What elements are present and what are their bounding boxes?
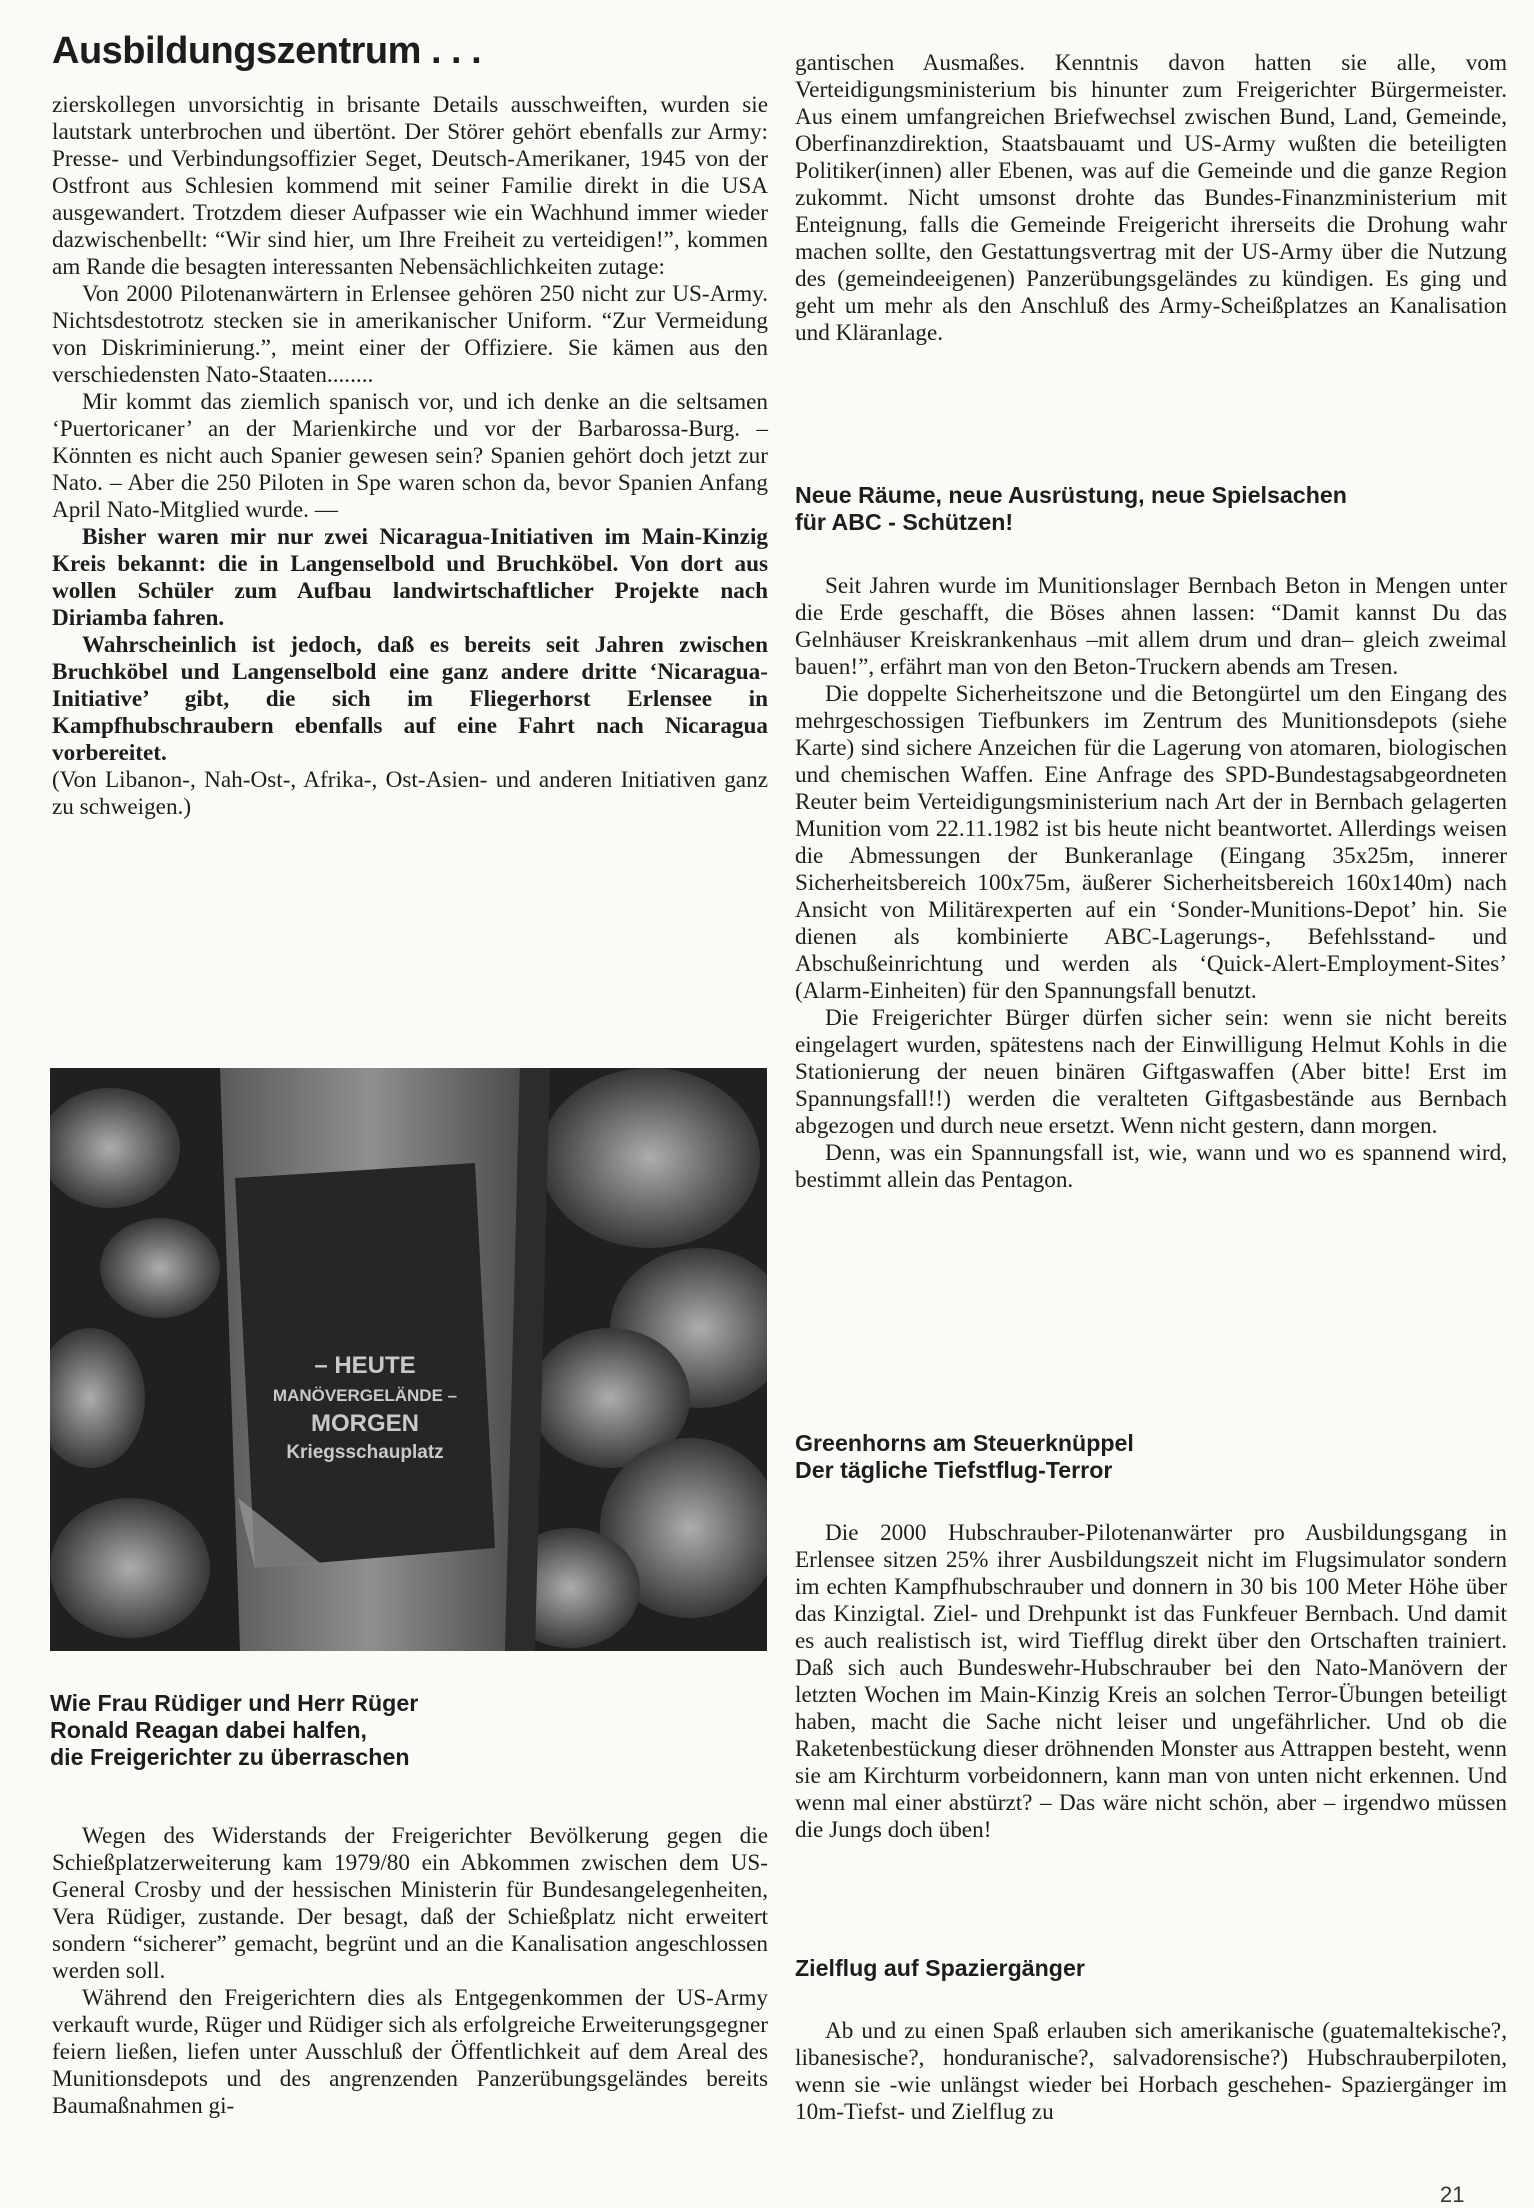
paragraph: Die 2000 Hubschrauber-Pilotenanwärter pro Ausbildungsgang in Erlensee sitzen 25% ihrer Ausbildungszeit nicht im Flugsimulator sondern im echten Kampfhubschrauber und donnern in 30 bis 100 Meter Höhe über das Kinzigtal. Ziel- und Drehpunkt ist das Funkfeuer Bernbach. Und damit es auch realistisch ist, wird Tiefflug direkt über den Ortschaften trainiert. Daß sich auch Bundeswehr-Hubschrauber bei den Nato-Manövern der letzten Wochen im Main-Kinzig Kreis an solchen Terror-Übungen beteiligt haben, macht die Sache nicht leiser und ungefährlicher. Und ob die Raketenbestückung dieser dröhnenden Monster aus Attrappen besteht, wenn sie am Kirchturm vorbeidonnern, kann man von unten nicht erkennen. Und wenn mal einer abstürzt? – Das wäre nicht schön, aber – irgendwo müssen die Jungs doch üben! — [795, 1520, 1507, 1843]
paragraph: (Von Libanon-, Nah-Ost-, Afrika-, Ost-Asien- und anderen Initiativen ganz zu schweigen.) — [52, 767, 768, 820]
paragraph: Von 2000 Pilotenanwärtern in Erlensee gehören 250 nicht zur US-Army. Nichtsdestotrotz stecken sie in amerikanischer Uniform. “Zur Vermeidung von Diskriminierung.”, meint einer der Offiziere. Sie kämen aus den verschiedensten Nato-Staaten........ — [52, 281, 768, 388]
left-bottom-text — [52, 1823, 768, 2120]
article-photo — [50, 1068, 767, 1651]
paragraph: gantischen Ausmaßes. Kenntnis davon hatten sie alle, vom Verteidigungsministerium bis hinunter zum Freigerichter Bürgermeister. Aus einem umfangreichen Briefwechsel zwischen Bund, Land, Gemeinde, Oberfinanzdirektion, Staatsbauamt und US-Army wußten die beteiligten Politiker(innen) aller Ebenen, was auf die Gemeinde und die ganze Region zukommt. Nicht umsonst drohte das Bundes-Finanzministerium mit Enteignung, falls die Gemeinde Freigericht ihrerseits die Drohung wahr machen sollte, den Gestattungsvertrag mit der US-Army über die Nutzung des (gemeindeeigenen) Panzerübungsgeländes zu kündigen. Es ging und geht um mehr als den Anschluß des Army-Scheißplatzes an Kanalisation und Kläranlage. — [795, 50, 1507, 346]
left-top-text — [52, 92, 768, 821]
section4-heading-line-1: Zielflug auf Spaziergänger — [795, 1955, 1085, 1981]
section3-heading-line-1: Greenhorns am Steuerknüppel — [795, 1430, 1134, 1456]
section4-heading — [795, 1955, 1507, 1982]
paragraph: Bisher waren mir nur zwei Nicaragua-Initiativen im Main-Kinzig Kreis bekannt: die in Langenselbold und Bruchköbel. Von dort aus wollen Schüler zum Aufbau landwirtschaftlicher Projekte nach Diriamba fahren. — [52, 524, 768, 631]
paragraph: Ab und zu einen Spaß erlauben sich amerikanische (guatemaltekische?, libanesische?, honduranische?, salvadorensische?) Hubschrauberpiloten, wenn sie -wie unlängst wieder bei Horbach geschehen- Spaziergänger im 10m-Tiefst- und Zielflug zu — [795, 2018, 1507, 2125]
paragraph: Seit Jahren wurde im Munitionslager Bernbach Beton in Mengen unter die Erde geschafft, die Böses ahnen lassen: “Damit kannst Du das Gelnhäuser Kreiskrankenhaus –mit allem drum und dran– gleich zweimal bauen!”, erfährt man von den Beton-Truckern abends am Tresen. — [795, 573, 1507, 680]
right-top-text — [795, 50, 1507, 347]
photo-icon — [50, 1068, 767, 1651]
section2-heading-line-1: Neue Räume, neue Ausrüstung, neue Spielsachen — [795, 482, 1347, 508]
poster-line-3: MORGEN — [311, 1410, 419, 1437]
paragraph: Mir kommt das ziemlich spanisch vor, und ich denke an die seltsamen ‘Puertoricaner’ an der Marienkirche und vor der Barbarossa-Burg. – Könnten es nicht auch Spanier gewesen sein? Spanien gehört doch jetzt zur Nato. – Aber die 250 Piloten in Spe waren schon da, bevor Spanien Anfang April Nato-Mitglied wurde. –– — [52, 389, 768, 523]
section2-text — [795, 573, 1507, 1194]
article-title: Ausbildungszentrum . . . — [52, 30, 482, 72]
paragraph: Während den Freigerichtern dies als Entgegenkommen der US-Army verkauft wurde, Rüger und Rüdiger sich als erfolgreiche Erweiterungsgegner feiern ließen, liefen unter Ausschluß der Öffentlichkeit auf dem Areal des Munitionsdepots und des angrenzenden Panzerübungsgeländes bereits Baumaßnahmen gi- — [52, 1985, 768, 2119]
page-number: 21 — [1440, 2182, 1465, 2207]
section2-heading-line-2: für ABC - Schützen! — [795, 509, 1014, 535]
section3-text — [795, 1520, 1507, 1844]
paragraph: Wegen des Widerstands der Freigerichter Bevölkerung gegen die Schießplatzerweiterung kam 1979/80 ein Abkommen zwischen dem US-General Crosby und der hessischen Ministerin für Bundesangelegenheiten, Vera Rüdiger, zustande. Der besagt, daß der Schießplatz nicht erweitert sondern “sicherer” gemacht, begrünt und an die Kanalisation angeschlossen werden soll. — [52, 1823, 768, 1984]
caption-line-1: Wie Frau Rüdiger und Herr Rüger — [50, 1690, 419, 1716]
paragraph: Denn, was ein Spannungsfall ist, wie, wann und wo es spannend wird, bestimmt allein das Pentagon. — [795, 1140, 1507, 1193]
paragraph: Die doppelte Sicherheitszone und die Betongürtel um den Eingang des mehrgeschossigen Tiefbunkers im Zentrum des Munitionsdepots (siehe Karte) sind sichere Anzeichen für die Lagerung von atomaren, biologischen und chemischen Waffen. Eine Anfrage des SPD-Bundestagsabgeordneten Reuter beim Verteidigungsministerium nach Art der in Bernbach gelagerten Munition vom 22.11.1982 ist bis heute nicht beantwortet. Allerdings weisen die Abmessungen der Bunkeranlage (Eingang 35x25m, innerer Sicherheitsbereich 100x75m, äußerer Sicherheitsbereich 160x140m) nach Ansicht von Militärexperten auf ein ‘Sonder-Munitions-Depot’ hin. Sie dienen als kombinierte ABC-Lagerungs-, Befehlsstand- und Abschußeinrichtung und werden als ‘Quick-Alert-Employment-Sites’ (Alarm-Einheiten) für den Spannungsfall benutzt. — [795, 681, 1507, 1004]
section4-text — [795, 2018, 1507, 2126]
paragraph: Die Freigerichter Bürger dürfen sicher sein: wenn sie nicht bereits eingelagert wurden, spätestens nach der Einwilligung Helmut Kohls in die Stationierung der neuen binären Giftgaswaffen (Aber bitte! Erst im Spannungsfall!!) werden die veralteten Giftgasbestände aus Bernbach abgezogen und durch neue ersetzt. Wenn nicht gestern, dann morgen. — [795, 1005, 1507, 1139]
poster-line-4: Kriegsschauplatz — [286, 1442, 444, 1463]
section3-heading — [795, 1430, 1507, 1484]
section3-heading-line-2: Der tägliche Tiefstflug-Terror — [795, 1457, 1113, 1483]
poster-line-2: MANÖVERGELÄNDE – — [272, 1386, 458, 1405]
poster-line-1: – HEUTE — [314, 1352, 416, 1379]
photo-caption — [50, 1690, 768, 1771]
section2-heading — [795, 482, 1507, 536]
caption-line-2: Ronald Reagan dabei halfen, — [50, 1717, 367, 1743]
caption-line-3: die Freigerichter zu überraschen — [50, 1744, 410, 1770]
paragraph: zierskollegen unvorsichtig in brisante Details ausschweiften, wurden sie lautstark unterbrochen und übertönt. Der Störer gehört ebenfalls zur Army: Presse- und Verbindungsoffizier Seget, Deutsch-Amerikaner, 1945 von der Ostfront aus Schlesien kommend mit seiner Familie direkt in die USA ausgewandert. Trotzdem dieser Aufpasser wie ein Wachhund immer wieder dazwischenbellt: “Wir sind hier, um Ihre Freiheit zu verteidigen!”, kommen am Rande die besagten interessanten Nebensächlichkeiten zutage: — [52, 92, 768, 280]
paragraph: Wahrscheinlich ist jedoch, daß es bereits seit Jahren zwischen Bruchköbel und Langenselbold eine ganz andere dritte ‘Nicaragua-Initiative’ gibt, die sich im Fliegerhorst Erlensee in Kampfhubschraubern ebenfalls auf eine Fahrt nach Nicaragua vorbereitet. — [52, 632, 768, 766]
